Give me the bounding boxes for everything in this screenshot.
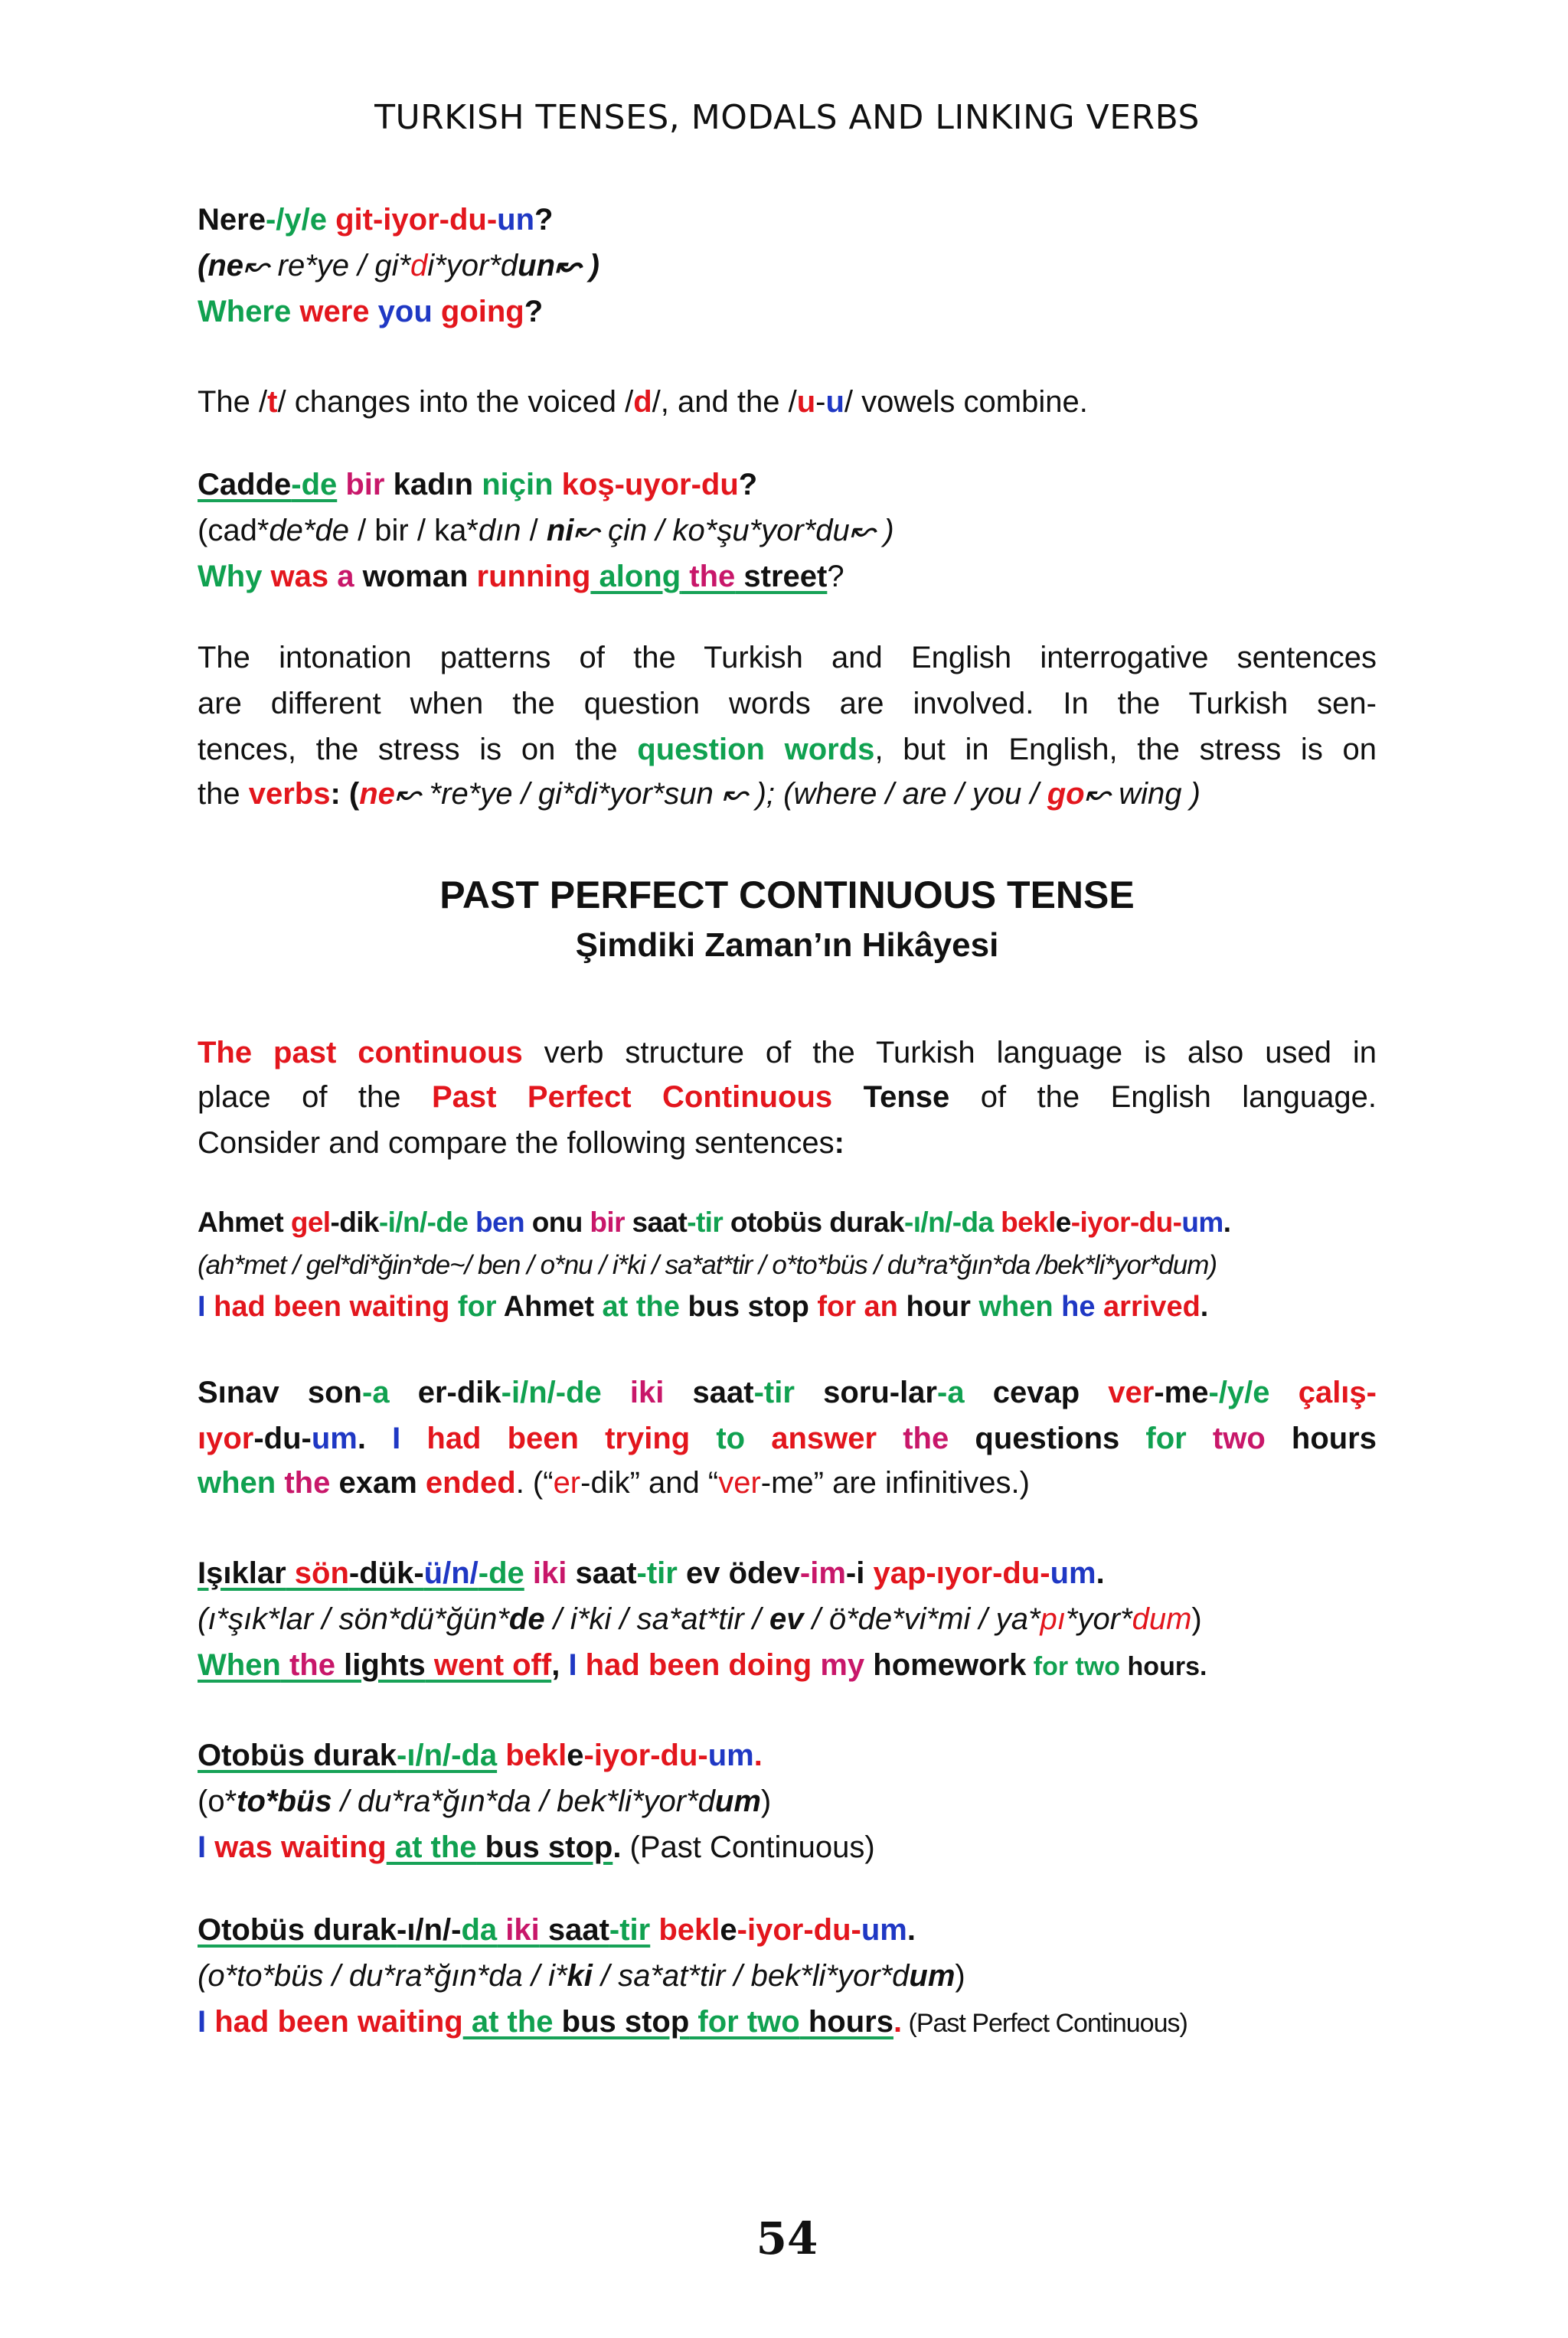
pron-part: dum (1132, 1602, 1192, 1636)
pron-part: pı (1040, 1602, 1066, 1636)
ex7-pronunciation (198, 1957, 965, 1995)
verb: bekl (497, 1739, 567, 1772)
word: Where (198, 295, 292, 328)
verb: bekl (993, 1207, 1056, 1238)
ex6-english (198, 1828, 875, 1866)
word: bus stop (553, 2005, 690, 2039)
punct: . (753, 1739, 763, 1772)
suffix: um (311, 1422, 358, 1455)
word: were (291, 295, 370, 328)
word: Cadde (198, 468, 292, 501)
pron-part: / (521, 514, 547, 547)
word: Işıklar (198, 1556, 286, 1590)
word: when (970, 1291, 1054, 1323)
pron-part: ev (769, 1602, 804, 1636)
ex1-turkish (198, 201, 553, 239)
text: tences, the stress is on the (198, 733, 638, 766)
suffix: um (861, 1913, 907, 1947)
pron-part: i*yor*d (427, 249, 518, 282)
ex4-line3 (198, 1464, 1030, 1502)
pron-part: um (714, 1785, 761, 1818)
pron-part: de*de (269, 514, 349, 547)
para1-line4 (198, 775, 1200, 813)
suffix: -im (799, 1556, 846, 1590)
pron-part: ↜ re*ye / gi* (243, 249, 411, 282)
para2-line2 (198, 1078, 1377, 1116)
pron-part: (o*to*büs / du*ra*ğın*da / i* (198, 1959, 567, 1993)
word: the (877, 1422, 949, 1455)
pron-part: (cad* (198, 514, 270, 547)
highlight: Past Perfect Continuous (431, 1080, 833, 1114)
word: at the (593, 1291, 680, 1323)
word: saat (539, 1913, 609, 1947)
word: exam (330, 1466, 417, 1500)
word: saat (624, 1207, 688, 1238)
word: hour (897, 1291, 971, 1323)
word: homework (864, 1648, 1027, 1682)
suffix: -/y/e (265, 203, 327, 237)
ex4-line1 (198, 1373, 1377, 1412)
punct: ? (524, 295, 544, 328)
suffix: -a (937, 1376, 965, 1409)
pron-part: ko*şu*yor*du↜ ) (672, 514, 894, 547)
highlight: verbs (248, 777, 331, 811)
highlight: The past continuous (198, 1036, 523, 1069)
word: ended (416, 1466, 516, 1500)
pron-part: to*büs (237, 1785, 332, 1818)
word: Otobüs durak (198, 1913, 397, 1947)
para2-line1 (198, 1033, 1377, 1072)
word: I (366, 1422, 401, 1455)
highlight: ver (718, 1466, 761, 1500)
ex6-pronunciation (198, 1782, 771, 1820)
text: where (793, 777, 877, 811)
word: two (1186, 1422, 1266, 1455)
word: running (468, 560, 591, 593)
pron-part: dın (478, 514, 521, 547)
word: Why (198, 560, 263, 593)
para1-line2: are different when the question words are involved. In the Turkish sen- (198, 687, 1377, 720)
verb: koş-uyor-du (553, 468, 739, 501)
word: street (735, 560, 828, 593)
text: the (198, 777, 249, 811)
ex5-pronunciation (198, 1600, 1202, 1638)
word: son (307, 1376, 362, 1409)
ex1-pronunciation (198, 247, 599, 285)
word: hours (1265, 1422, 1377, 1455)
pron-part: ) (760, 1785, 772, 1818)
text: / changes into the voiced / (277, 385, 634, 419)
ex4-line2 (198, 1419, 1377, 1458)
word: you (369, 295, 433, 328)
pron-part: / du*ra*ğın*da / bek*li*yor*d (332, 1785, 715, 1818)
book-page (198, 0, 1377, 2338)
running-header: TURKISH TENSES, MODALS AND LINKING VERBS (374, 98, 1200, 137)
word: iki (497, 1913, 540, 1947)
word: answer (745, 1422, 877, 1455)
word: for (449, 1291, 497, 1323)
pron-part: ↜ çin / (573, 514, 673, 547)
pron-part: ) (955, 1959, 965, 1993)
ex2-turkish (198, 465, 757, 504)
suffix: da (461, 1913, 498, 1947)
word: ev ödev (677, 1556, 800, 1590)
pron-part: un↜ ) (518, 249, 599, 282)
word: bir (337, 468, 385, 501)
pron-part: ) (1191, 1602, 1202, 1636)
word: going (432, 295, 524, 328)
word: soru-lar (794, 1376, 937, 1409)
suffix: um (707, 1739, 754, 1772)
verb: yap (864, 1556, 926, 1590)
word: ver (1108, 1376, 1155, 1409)
word: er-dik (389, 1376, 501, 1409)
text: ↜ *re*ye / gi*di*yor*sun ↜ ); ( (394, 777, 794, 811)
letter: t (267, 385, 278, 419)
word: for two (689, 2005, 800, 2039)
word: onu (524, 1207, 583, 1238)
suffix: -ıyor-du- (926, 1556, 1050, 1590)
punct: . (357, 1422, 366, 1455)
punct: . (1200, 1291, 1209, 1323)
suffix: -a (362, 1376, 390, 1409)
section-subtitle: Şimdiki Zaman’ın Hikâyesi (575, 926, 999, 964)
pron-part: (o* (198, 1785, 237, 1818)
suffix: -tir (609, 1913, 651, 1947)
word: iki (601, 1376, 665, 1409)
word: my (812, 1648, 865, 1682)
suffix: um (1050, 1556, 1096, 1590)
suffix: -ı/n/- (397, 1913, 462, 1947)
ex7-english (198, 2003, 1187, 2042)
text: /, and the / (652, 385, 797, 419)
suffix: -ı/n/-da (903, 1207, 994, 1238)
suffix: -iyor-du- (583, 1739, 708, 1772)
page-number: 54 (756, 2212, 818, 2265)
suffix: un (497, 203, 535, 237)
tense-label: (Past Perfect Continuous) (902, 2009, 1187, 2038)
word: woman (354, 560, 469, 593)
suffix: -tir (687, 1207, 724, 1238)
suffix: -iyor-du- (737, 1913, 861, 1947)
para2-line3 (198, 1124, 844, 1162)
text: The / (198, 385, 268, 419)
punct: . (1096, 1556, 1105, 1590)
suffix: -de (291, 468, 338, 501)
suffix: -dik (330, 1207, 379, 1238)
word: gel (290, 1207, 331, 1238)
text: / vowels combine. (844, 385, 1088, 419)
ex2-pronunciation (198, 511, 894, 550)
word: had been doing (577, 1648, 812, 1682)
punct: . (893, 2005, 903, 2039)
highlight: er (553, 1466, 581, 1500)
pron-part: / bir / ka* (348, 514, 479, 547)
pron-part: (ı*şık*lar / sön* (198, 1602, 400, 1636)
pron-part: (ne (198, 249, 243, 282)
word: saat (664, 1376, 754, 1409)
punct: . (906, 1913, 916, 1947)
word: ben (468, 1207, 525, 1238)
ex3-english (198, 1288, 1208, 1326)
suffix: -/y/e (1208, 1376, 1270, 1409)
suffix: ü/n/ (423, 1556, 479, 1590)
verb: sön (286, 1556, 349, 1590)
word: I (560, 1648, 577, 1682)
ex3-turkish (198, 1203, 1230, 1242)
pron-part: ni (546, 514, 574, 547)
tense-label: (Past Continuous) (621, 1830, 875, 1864)
word: bir (582, 1207, 625, 1238)
highlight: question words (637, 733, 875, 766)
suffix: -iyor-du- (1070, 1207, 1182, 1238)
word: iki (524, 1556, 567, 1590)
verb: çalış- (1269, 1376, 1377, 1409)
letter: u (825, 385, 844, 419)
word: for two (1026, 1652, 1121, 1681)
text: ↜ wing ) (1084, 777, 1200, 811)
word: when (198, 1466, 276, 1500)
word: Sınav (198, 1376, 308, 1409)
highlight: Tense (832, 1080, 950, 1114)
word: trying (578, 1422, 691, 1455)
suffix: -tir (753, 1376, 795, 1409)
suffix: -tir (636, 1556, 678, 1590)
pron-part: / ö*de*vi*mi / ya* (803, 1602, 1040, 1636)
pron-part: ki (567, 1959, 593, 1993)
word: otobüs (723, 1207, 830, 1238)
suffix: um (1181, 1207, 1223, 1238)
ex6-turkish (198, 1736, 763, 1775)
punct: ? (534, 203, 554, 237)
word: had been (400, 1422, 579, 1455)
punct: ? (827, 560, 844, 593)
word: bus stop (476, 1830, 613, 1864)
punct: . (1223, 1207, 1231, 1238)
word: When (198, 1648, 281, 1682)
word: the (276, 1466, 331, 1500)
note-t-to-d (198, 383, 1088, 421)
word: I (198, 1830, 207, 1864)
word: I (198, 1291, 206, 1323)
word: the (280, 1648, 335, 1682)
word: a (328, 560, 354, 593)
highlight: go (1047, 777, 1085, 811)
text: . (“ (515, 1466, 554, 1500)
word: questions (949, 1422, 1120, 1455)
verb: git-iyor-du- (327, 203, 498, 237)
pron-part: d (410, 249, 428, 282)
word: was (262, 560, 329, 593)
punct: . (612, 1830, 622, 1864)
word: Otobüs durak (198, 1739, 397, 1772)
text: -dik” and “ (580, 1466, 719, 1500)
word: the (681, 560, 736, 593)
ex2-english (198, 557, 844, 596)
text: place of the (198, 1080, 432, 1114)
suffix: -i/n/-de (378, 1207, 469, 1238)
ex5-turkish (198, 1554, 1105, 1592)
word: ıyor (198, 1422, 254, 1455)
text: verb structure of the Turkish language is also used in (522, 1036, 1377, 1069)
word: to (690, 1422, 746, 1455)
word: at the (386, 1830, 477, 1864)
suffix: -de (478, 1556, 524, 1590)
verb: bekl (650, 1913, 720, 1947)
ex1-english (198, 292, 543, 331)
ex7-turkish (198, 1911, 916, 1949)
word: along (590, 560, 681, 593)
letter: u (796, 385, 816, 419)
word: at the (462, 2005, 554, 2039)
word: I (198, 2005, 207, 2039)
suffix: -me (1154, 1376, 1209, 1409)
word: niçin (473, 468, 554, 501)
suffix: -dük- (348, 1556, 424, 1590)
word: Ahmet (496, 1291, 594, 1323)
word: bus stop (679, 1291, 809, 1323)
word: Ahmet (198, 1207, 291, 1238)
text: Consider and compare the following sentences (198, 1126, 835, 1160)
word: lights (335, 1648, 426, 1682)
word: kadın (384, 468, 474, 501)
text: - (815, 385, 826, 419)
suffix: -ı/n/-da (397, 1739, 498, 1772)
suffix: e (720, 1913, 737, 1947)
word: for (1119, 1422, 1187, 1455)
suffix: e (567, 1739, 584, 1772)
word: went off (425, 1648, 552, 1682)
pron-part: / i*ki / sa*at*tir / (544, 1602, 770, 1636)
word: for an (808, 1291, 898, 1323)
section-title: PAST PERFECT CONTINUOUS TENSE (439, 873, 1135, 916)
word: cevap (964, 1376, 1109, 1409)
ex5-english (198, 1646, 1207, 1686)
suffix: e (1055, 1207, 1071, 1238)
text: of the English language. (949, 1080, 1377, 1114)
word: arrived (1095, 1291, 1200, 1323)
para1-line1: The intonation patterns of the Turkish and English interrogative sentences (198, 641, 1377, 674)
suffix: -i (845, 1556, 865, 1590)
word: hours. (1120, 1652, 1207, 1681)
pron-part: um (909, 1959, 956, 1993)
suffix: -du- (253, 1422, 312, 1455)
word: he (1053, 1291, 1096, 1323)
punct: : (834, 1126, 844, 1160)
word: Nere (198, 203, 266, 237)
ex3-pronunciation: (ah*met / gel*di*ğin*de~/ ben / o*nu / i*ki / sa*at*tir / o*to*büs / du*ra*ğın*da /bek*li*yor*dum) (198, 1250, 1217, 1280)
pron-part: de (508, 1602, 545, 1636)
text: : ( (330, 777, 360, 811)
word: hours (799, 2005, 893, 2039)
text: , but in English, the stress is on (874, 733, 1377, 766)
word: saat (567, 1556, 637, 1590)
word: had been waiting (206, 2005, 463, 2039)
word: had been waiting (205, 1291, 450, 1323)
para1-line3 (198, 730, 1377, 769)
text: -me” are infinitives.) (760, 1466, 1030, 1500)
punct: ? (738, 468, 758, 501)
word: durak (829, 1207, 904, 1238)
suffix: -i/n/-de (501, 1376, 602, 1409)
pron-part: dü*ğün* (400, 1602, 509, 1636)
highlight: ne (359, 777, 395, 811)
pron-part: / sa*at*tir / bek*li*yor*d (592, 1959, 910, 1993)
letter: d (633, 385, 652, 419)
pron-part: *yor* (1065, 1602, 1132, 1636)
punct: , (551, 1648, 560, 1682)
word: was waiting (206, 1830, 387, 1864)
text: / are / you / (877, 777, 1047, 811)
